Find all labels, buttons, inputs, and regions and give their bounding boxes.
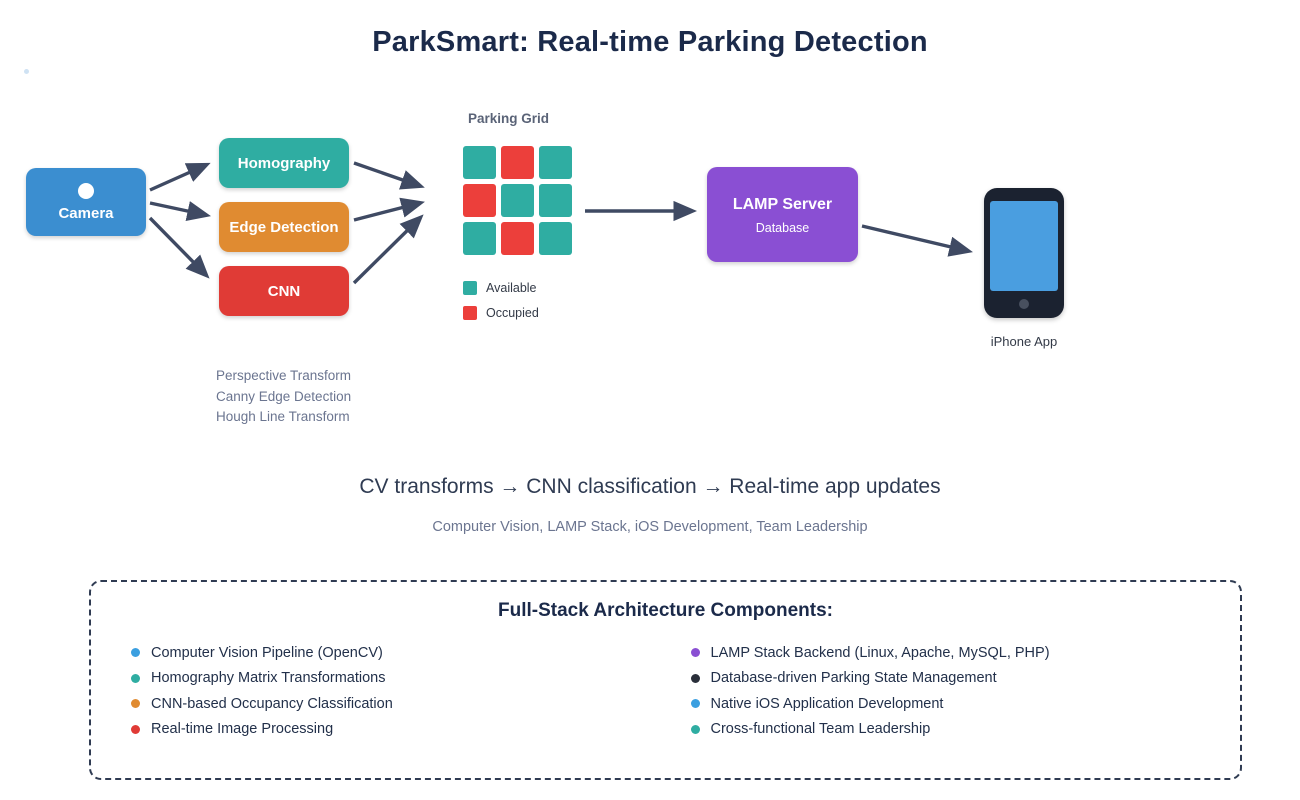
- component-list-item-label: Homography Matrix Transformations: [151, 670, 386, 687]
- bullet-icon: [691, 725, 700, 734]
- bullet-icon: [691, 699, 700, 708]
- component-list-item: [691, 666, 1241, 692]
- cv-technique-note: Perspective Transform: [216, 368, 352, 383]
- node-homography-label: Homography: [237, 154, 331, 172]
- bullet-icon: [691, 648, 700, 657]
- components-panel: [89, 580, 1242, 780]
- node-lamp-server: [707, 167, 858, 262]
- node-iphone: [984, 188, 1064, 318]
- parking-cell: [539, 222, 572, 255]
- node-homography: [219, 138, 349, 188]
- node-cnn: [219, 266, 349, 316]
- iphone-home-button-icon: [1019, 299, 1029, 309]
- component-list-item-label: Computer Vision Pipeline (OpenCV): [151, 644, 383, 661]
- component-list-item-label: Native iOS Application Development: [710, 695, 944, 712]
- parking-grid: [463, 146, 572, 255]
- components-left-column: [91, 640, 666, 742]
- bullet-icon: [691, 674, 700, 683]
- parking-grid-title: Parking Grid: [468, 111, 550, 126]
- iphone-caption: iPhone App: [990, 334, 1058, 349]
- component-list-item: [131, 640, 666, 666]
- parking-cell: [501, 146, 534, 179]
- component-list-item: [131, 717, 666, 743]
- component-list-item-label: Cross-functional Team Leadership: [710, 721, 931, 738]
- component-list-item-label: LAMP Stack Backend (Linux, Apache, MySQL, PHP): [710, 644, 1050, 661]
- legend-item: [463, 303, 539, 323]
- node-camera-label: Camera: [58, 204, 114, 222]
- iphone-screen: [990, 201, 1058, 291]
- decorative-dot: [24, 69, 29, 74]
- parking-cell: [463, 146, 496, 179]
- component-list-item: [131, 691, 666, 717]
- legend-item-label: Occupied: [486, 306, 539, 320]
- component-list-item: [691, 717, 1241, 743]
- cv-technique-note: Hough Line Transform: [216, 409, 350, 424]
- node-lamp-server-label: LAMP Server: [732, 195, 833, 213]
- page-title: ParkSmart: Real-time Parking Detection: [372, 26, 928, 58]
- parking-grid-legend: [463, 278, 539, 328]
- bullet-icon: [131, 725, 140, 734]
- cv-technique-note: Canny Edge Detection: [216, 388, 352, 404]
- node-edge-detection: [219, 202, 349, 252]
- cv-technique-notes: [216, 366, 351, 428]
- legend-item: [463, 278, 539, 298]
- component-list-item-label: CNN-based Occupancy Classification: [151, 695, 393, 712]
- component-list-item: [131, 666, 666, 692]
- bullet-icon: [131, 699, 140, 708]
- components-heading: Full-Stack Architecture Components:: [497, 600, 833, 621]
- parking-cell: [501, 222, 534, 255]
- component-list-item: [691, 640, 1241, 666]
- component-list-item-label: Real-time Image Processing: [151, 721, 334, 738]
- legend-swatch-icon: [463, 306, 477, 320]
- legend-item-label: Available: [486, 281, 537, 295]
- components-right-column: [666, 640, 1241, 742]
- parking-cell: [539, 184, 572, 217]
- node-lamp-server-sublabel: Database: [755, 220, 810, 235]
- parking-cell: [539, 146, 572, 179]
- parking-cell: [463, 184, 496, 217]
- bullet-icon: [131, 674, 140, 683]
- bullet-icon: [131, 648, 140, 657]
- component-list-item-label: Database-driven Parking State Management: [710, 670, 997, 687]
- skills-summary-line: Computer Vision, LAMP Stack, iOS Development, Team Leadership: [432, 519, 868, 535]
- camera-lens-icon: [78, 183, 94, 199]
- flow-summary-line: CV transforms → CNN classification → Real-time app updates: [359, 475, 941, 498]
- node-camera: [26, 168, 146, 236]
- component-list-item: [691, 691, 1241, 717]
- parking-cell: [463, 222, 496, 255]
- node-cnn-label: CNN: [267, 282, 301, 300]
- parking-cell: [501, 184, 534, 217]
- node-edge-detection-label: Edge Detection: [229, 218, 339, 236]
- legend-swatch-icon: [463, 281, 477, 295]
